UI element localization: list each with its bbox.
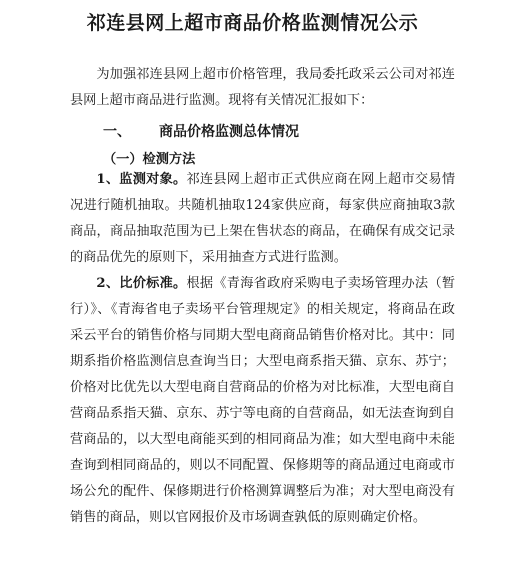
item2-text: 根据《青海省政府采购电子卖场管理办法（暂行）》、《青海省电子卖场平台管理规定》的相关规定，将商品在政采云平台的销售价格与同期大型电商商品销售价格对比。其中：同期系指价格监测信息查询当日；大型电商系指天猫、京东、苏宁；价格对比优先以大型电商自营商品的价格为对比标准，大型电商自营商品系指天猫、京东、苏宁等电商的自营商品，如无法查询到自营商品的，以大型电商能买到的相同商品为准；如大型电商中未能查询到相同商品的，则以不同配置、保修期等的商品通过电商或市场公允的配件、保修期进行价格测算调整后为准；对大型电商没有销售的商品，则以官网报价及市场调查孰低的原则确定价格。 — [70, 276, 456, 525]
subsection-heading: （一）检测方法 — [103, 152, 196, 167]
item1-lead: 1、监测对象。 — [96, 172, 187, 187]
item2-lead: 2、比价标准。 — [96, 276, 187, 291]
section-number: 一、 — [103, 124, 131, 140]
item1-text: 祁连县网上超市正式供应商在网上超市交易情况进行随机抽取。共随机抽取124家供应商，每家供应商抽取3款商品，商品抽取范围为已上架在售状态的商品，在确保有成交记录的商品优先的原则下，采用抽查方式进行监测。 — [70, 172, 456, 265]
document-title: 祁连县网上超市商品价格监测情况公示 — [86, 12, 419, 34]
section-heading — [103, 121, 299, 141]
item2-paragraph — [70, 271, 455, 531]
item1-paragraph — [70, 167, 455, 271]
intro-paragraph: 为加强祁连县网上超市价格管理，我局委托政采云公司对祁连县网上超市商品进行监测。现将有关情况汇报如下： — [70, 67, 455, 108]
section-title: 商品价格监测总体情况 — [159, 124, 299, 140]
